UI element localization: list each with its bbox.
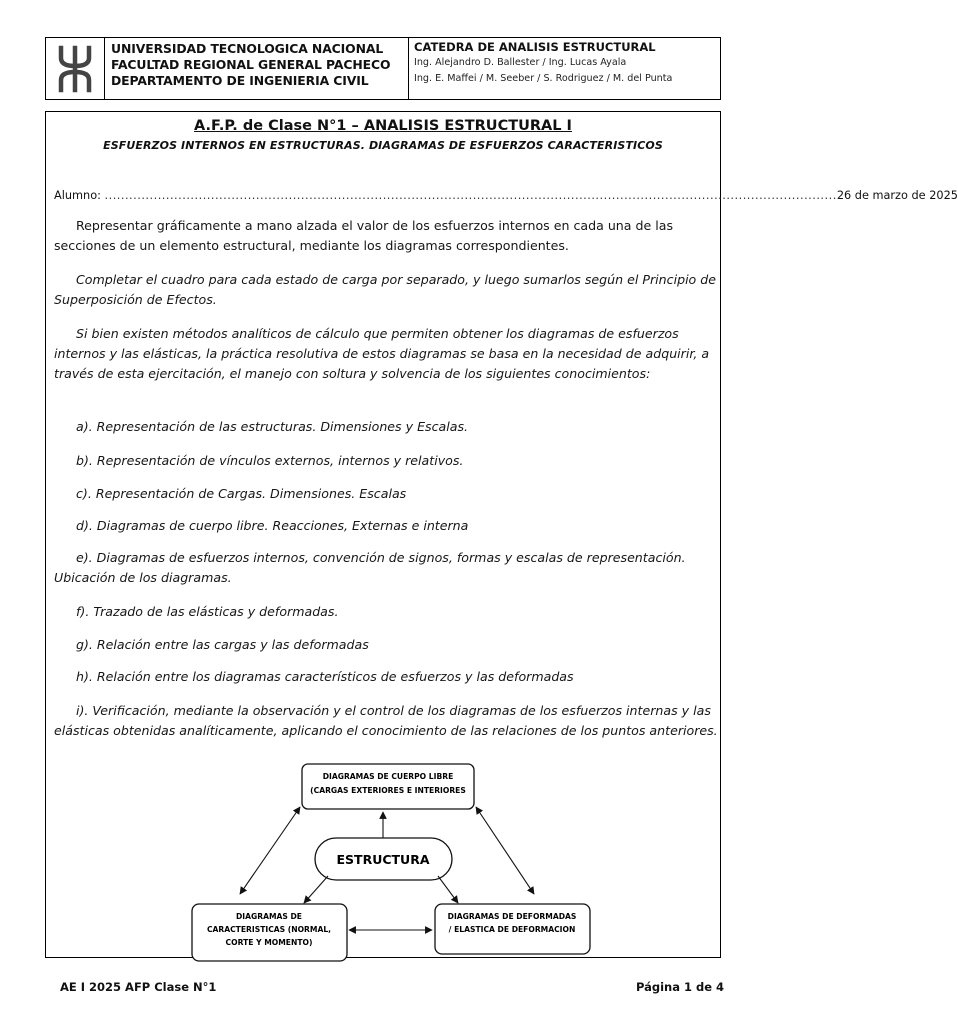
catedra-block xyxy=(409,38,720,99)
deformation-line-1: DIAGRAMAS DE DEFORMADAS xyxy=(447,912,577,921)
footer-page-number: Página 1 de 4 xyxy=(635,980,724,994)
characteristics-line-3: CORTE Y MOMENTO) xyxy=(225,938,313,947)
footer-course: AE I 2025 AFP Clase N°1 xyxy=(60,980,217,994)
student-label: Alumno: xyxy=(54,189,101,202)
faculty-name: FACULTAD REGIONAL GENERAL PACHECO xyxy=(111,57,391,72)
institution-block xyxy=(105,38,409,99)
free-body-line-1: DIAGRAMAS DE CUERPO LIBRE xyxy=(322,772,454,781)
utn-logo-icon xyxy=(54,44,96,94)
characteristics-line-1: DIAGRAMAS DE xyxy=(235,912,303,921)
staff-line-1: Ing. Alejandro D. Ballester / Ing. Lucas Ayala xyxy=(414,57,627,68)
structure-label: ESTRUCTURA xyxy=(336,852,430,867)
paragraph-2: Completar el cuadro para cada estado de carga por separado, y luego sumarlos según el Principio de Superposición de Efectos. xyxy=(54,272,717,307)
free-body-line-2: (CARGAS EXTERIORES E INTERIORES xyxy=(310,786,466,795)
arrow-freebody-deformation xyxy=(476,807,534,894)
list-item-e: e). Diagramas de esfuerzos internos, convención de signos, formas y escalas de representación. Ubicación de los diagramas. xyxy=(54,550,686,585)
list-item-d: d). Diagramas de cuerpo libre. Reacciones, Externas e interna xyxy=(76,518,469,533)
arrow-structure-to-deformation xyxy=(438,876,458,903)
document-subtitle: ESFUERZOS INTERNOS EN ESTRUCTURAS. DIAGRAMAS DE ESFUERZOS CARACTERISTICOS xyxy=(103,139,663,152)
document-title: A.F.P. de Clase N°1 – ANALISIS ESTRUCTURAL I xyxy=(194,118,572,134)
list-item-i: i). Verificación, mediante la observación y el control de los diagramas de los esfuerzos internas y las elásticas obtenidas analíticamente, aplicando el conocimiento de las relaciones de los puntos anteriores. xyxy=(54,703,718,738)
department-name: DEPARTAMENTO DE INGENIERIA CIVIL xyxy=(111,73,369,88)
list-item-c: c). Representación de Cargas. Dimensiones. Escalas xyxy=(76,486,407,501)
arrow-freebody-characteristics xyxy=(240,807,300,894)
list-item-h: h). Relación entre los diagramas característicos de esfuerzos y las deformadas xyxy=(76,669,574,684)
catedra-title: CATEDRA DE ANALISIS ESTRUCTURAL xyxy=(414,40,656,54)
student-name-field: ................................................................................................................................................................................... xyxy=(104,189,837,202)
list-item-a: a). Representación de las estructuras. Dimensiones y Escalas. xyxy=(76,419,469,434)
staff-line-2: Ing. E. Maffei / M. Seeber / S. Rodriguez / M. del Punta xyxy=(414,73,673,84)
paragraph-1: Representar gráficamente a mano alzada el valor de los esfuerzos internos en cada una de las secciones de un elemento estructural, mediante los diagramas correspondientes. xyxy=(54,218,674,253)
document-date: 26 de marzo de 2025 xyxy=(836,189,958,202)
utn-logo xyxy=(46,38,105,99)
document-body xyxy=(45,111,958,958)
university-name: UNIVERSIDAD TECNOLOGICA NACIONAL xyxy=(111,41,384,56)
document-header xyxy=(45,37,721,100)
arrow-structure-to-characteristics xyxy=(304,876,328,903)
characteristics-line-2: CARACTERISTICAS (NORMAL, xyxy=(206,925,332,934)
paragraph-3: Si bien existen métodos analíticos de cálculo que permiten obtener los diagramas de esfuerzos internos y las elásticas, la práctica resolutiva de estos diagramas se basa en la necesidad de adquirir, a través de esta ejercitación, el manejo con soltura y solvencia de los siguientes conocimientos: xyxy=(54,326,710,381)
deformation-line-2: / ELASTICA DE DEFORMACION xyxy=(448,925,576,934)
concept-diagram xyxy=(46,112,720,957)
list-item-f: f). Trazado de las elásticas y deformadas. xyxy=(76,604,339,619)
list-item-g: g). Relación entre las cargas y las deformadas xyxy=(76,637,369,652)
list-item-b: b). Representación de vínculos externos, internos y relativos. xyxy=(76,453,464,468)
